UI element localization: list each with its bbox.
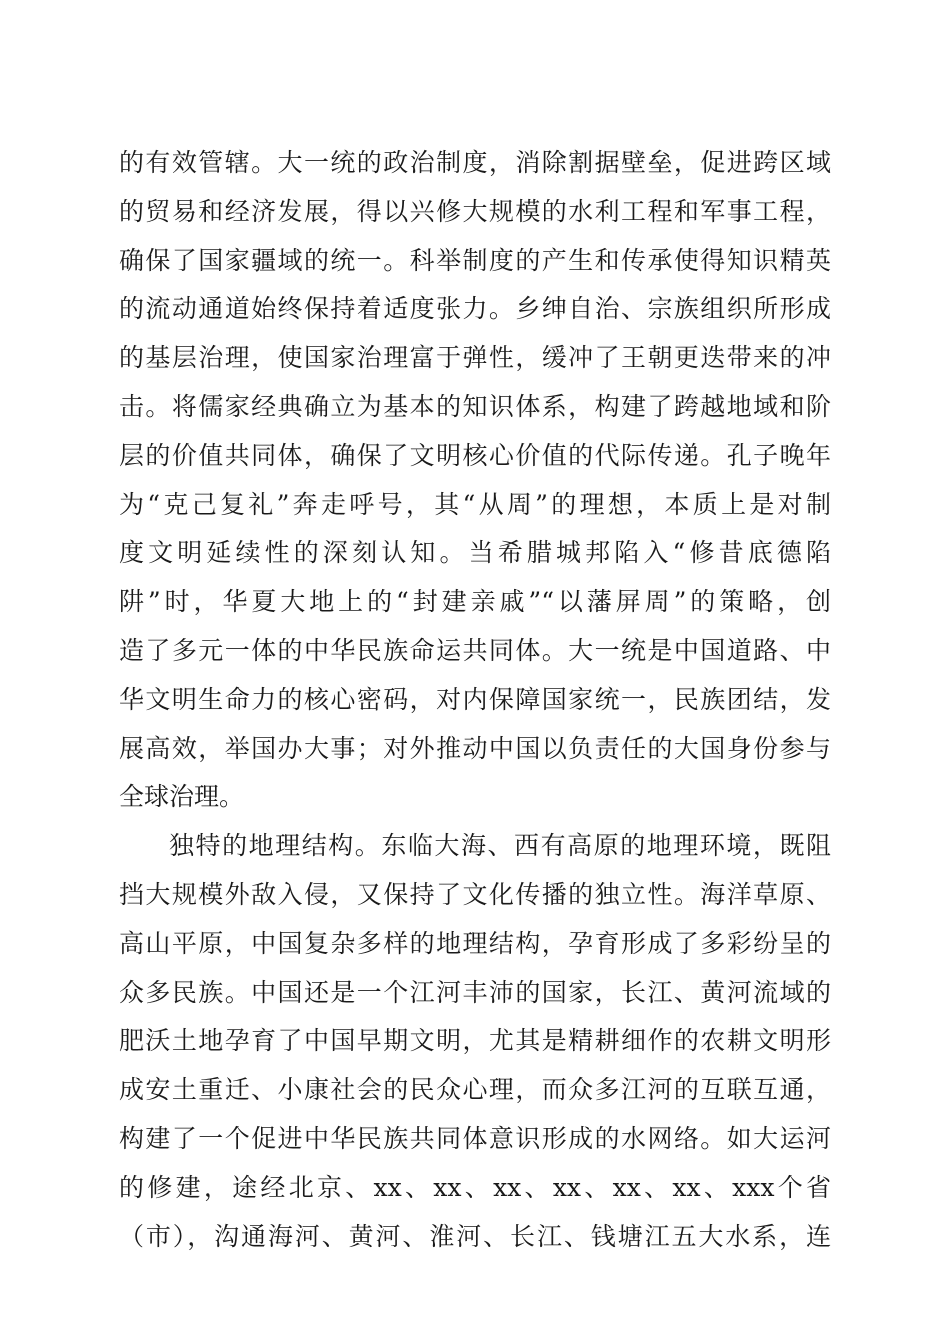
document-body (119, 139, 831, 1261)
text-line: 击。将儒家经典确立为基本的知识体系，构建了跨越地域和阶 (119, 391, 831, 421)
text-line: 构建了一个促进中华民族共同体意识形成的水网络。如大运河 (119, 1123, 831, 1153)
text-line: 展高效，举国办大事；对外推动中国以负责任的大国身份参与 (119, 733, 831, 763)
text-line: 高山平原，中国复杂多样的地理结构，孕育形成了多彩纷呈的 (119, 928, 831, 958)
text-line: 的修建，途经北京、xx、xx、xx、xx、xx、xx、xxx个省 (119, 1172, 831, 1202)
text-line: 成安土重迁、小康社会的民众心理，而众多江河的互联互通， (119, 1075, 831, 1105)
paragraph-geography (119, 822, 831, 1261)
text-line: 独特的地理结构。东临大海、西有高原的地理环境，既阻 (169, 831, 831, 861)
text-line: 的贸易和经济发展，得以兴修大规模的水利工程和军事工程， (119, 196, 831, 226)
text-line: 度文明延续性的深刻认知。当希腊城邦陷入“修昔底德陷 (119, 538, 831, 568)
text-line: 的有效管辖。大一统的政治制度，消除割据壁垒，促进跨区域 (119, 148, 831, 177)
text-line: 造了多元一体的中华民族命运共同体。大一统是中国道路、中 (119, 635, 831, 665)
text-line: 阱”时，华夏大地上的“封建亲戚”“以藩屏周”的策略，创 (119, 587, 831, 617)
text-line: 为“克己复礼”奔走呼号，其“从周”的理想，本质上是对制 (119, 489, 831, 519)
text-line: 层的价值共同体，确保了文明核心价值的代际传递。孔子晚年 (119, 440, 831, 470)
text-line: 挡大规模外敌入侵，又保持了文化传播的独立性。海洋草原、 (119, 879, 831, 909)
paragraph-unification (119, 139, 831, 822)
text-line: 众多民族。中国还是一个江河丰沛的国家，长江、黄河流域的 (119, 977, 831, 1007)
text-line: 肥沃土地孕育了中国早期文明，尤其是精耕细作的农耕文明形 (119, 1026, 831, 1056)
text-line: 的基层治理，使国家治理富于弹性，缓冲了王朝更迭带来的冲 (119, 343, 831, 373)
text-line: 确保了国家疆域的统一。科举制度的产生和传承使得知识精英 (119, 245, 831, 275)
text-line: （市），沟通海河、黄河、淮河、长江、钱塘江五大水系，连 (119, 1221, 831, 1251)
text-line: 全球治理。 (119, 782, 245, 812)
text-line: 的流动通道始终保持着适度张力。乡绅自治、宗族组织所形成 (119, 294, 831, 324)
text-line: 华文明生命力的核心密码，对内保障国家统一，民族团结，发 (119, 684, 831, 714)
